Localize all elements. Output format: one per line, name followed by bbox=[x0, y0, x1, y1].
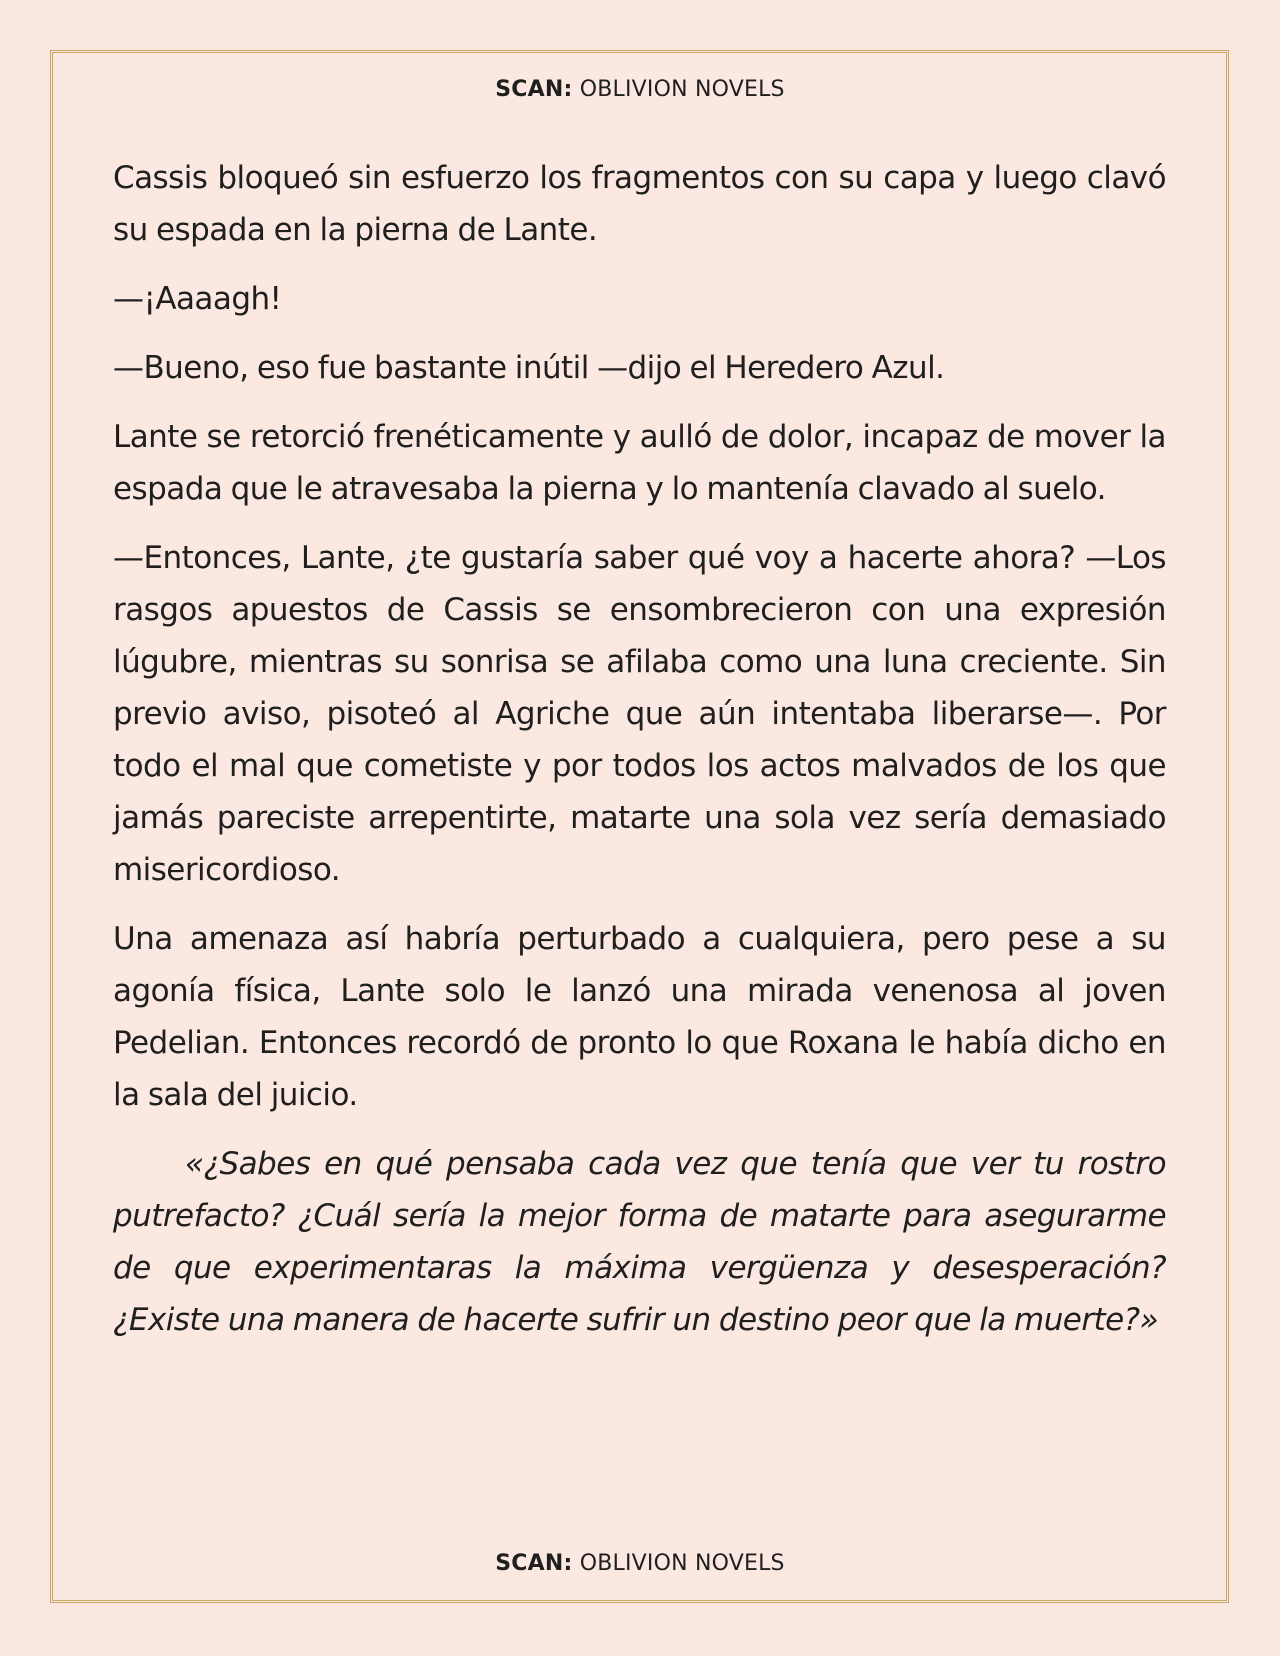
header-scan-label: SCAN: bbox=[495, 77, 573, 102]
paragraph-5: —Entonces, Lante, ¿te gustaría saber qué voy a hacerte ahora? —Los rasgos apuestos de Cassis se ensombrecieron con una expresión lúgubre, mientras su sonrisa se afilaba como una luna creciente. Sin previo aviso, pisoteó al Agriche que aún intentaba liberarse—. Por todo el mal que cometiste y por todos los actos malvados de los que jamás pareciste arrepentirte, matarte una sola vez sería demasiado misericordioso. bbox=[113, 540, 1166, 888]
header-scan-group: OBLIVION NOVELS bbox=[572, 77, 785, 102]
footer-scan-label: SCAN: bbox=[495, 1551, 573, 1576]
paragraph-2: —¡Aaaagh! bbox=[113, 281, 282, 317]
page-body bbox=[113, 152, 1166, 1363]
footer-scan-group: OBLIVION NOVELS bbox=[572, 1551, 785, 1576]
footer-scan-credit bbox=[0, 1551, 1280, 1576]
paragraph-1: Cassis bloqueó sin esfuerzo los fragmentos con su capa y luego clavó su espada en la pierna de Lante. bbox=[113, 160, 1166, 248]
header-scan-credit bbox=[0, 77, 1280, 102]
paragraph-3: —Bueno, eso fue bastante inútil —dijo el Heredero Azul. bbox=[113, 350, 945, 386]
paragraph-7-quote: «¿Sabes en qué pensaba cada vez que tenía que ver tu rostro putrefacto? ¿Cuál sería la mejor forma de matarte para asegurarme de que experimentaras la máxima vergüenza y desesperación? ¿Existe una manera de hacerte sufrir un destino peor que la muerte?» bbox=[113, 1146, 1166, 1338]
paragraph-6: Una amenaza así habría perturbado a cualquiera, pero pese a su agonía física, Lante solo le lanzó una mirada venenosa al joven Pedelian. Entonces recordó de pronto lo que Roxana le había dicho en la sala del juicio. bbox=[113, 921, 1166, 1113]
paragraph-4: Lante se retorció frenéticamente y aulló de dolor, incapaz de mover la espada que le atravesaba la pierna y lo mantenía clavado al suelo. bbox=[113, 419, 1166, 507]
